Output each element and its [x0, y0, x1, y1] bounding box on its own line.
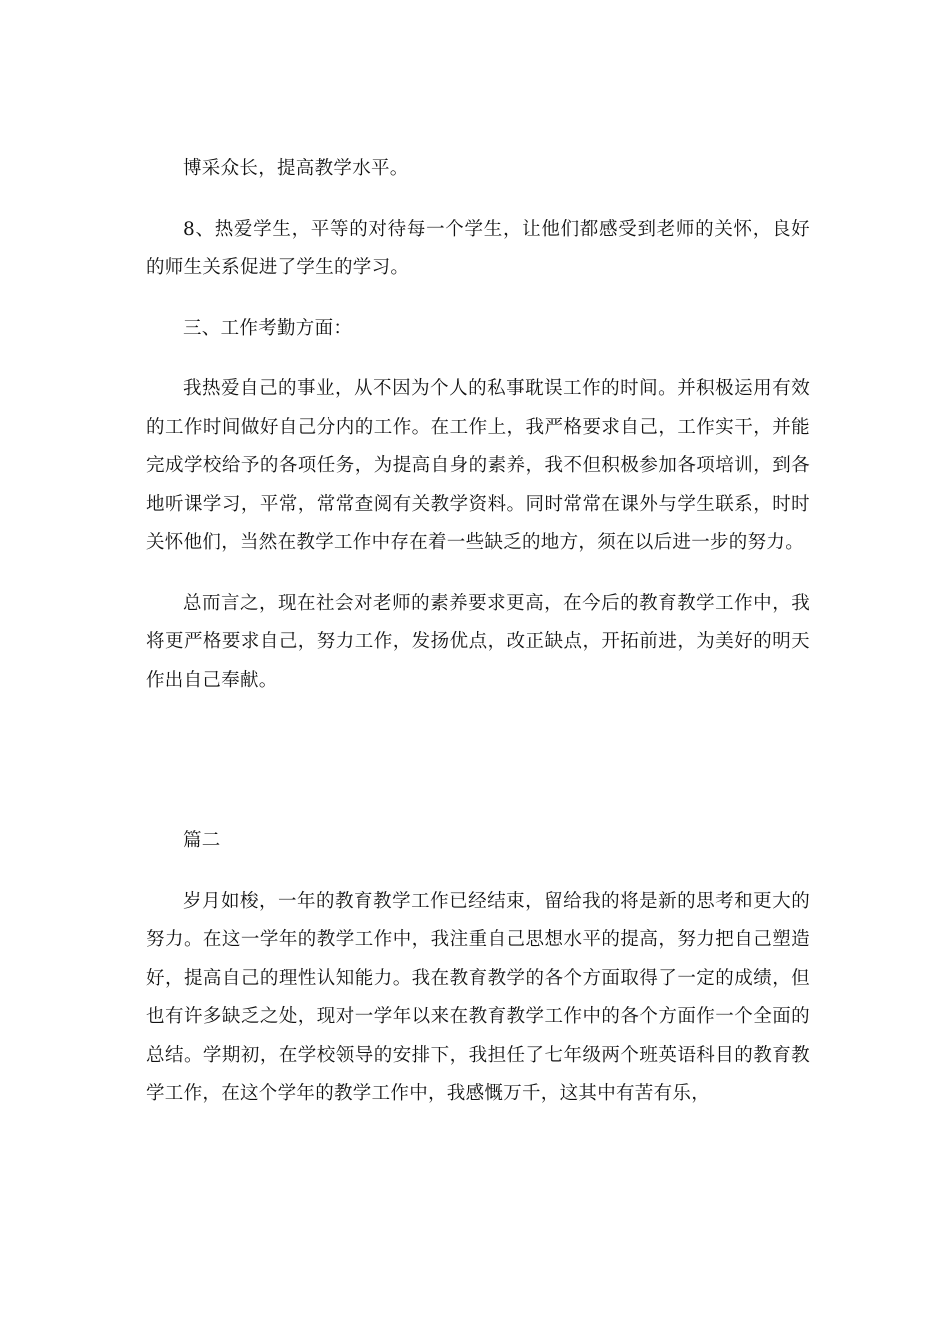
paragraph-continuation: 博采众长，提高教学水平。	[183, 158, 409, 179]
paragraph-attendance: 我热爱自己的事业，从不因为个人的私事耽误工作的时间。并积极运用有效的工作时间做好自己分内的工作。在工作上，我严格要求自己，工作实干，并能完成学校给予的各项任务，为提高自身的素养，我不但积极参加各项培训，到各地听课学习，平常，常常查阅有关教学资料。同时常常在课外与学生联系，时时关怀他们，当然在教学工作中存在着一些缺乏的地方，须在以后进一步的努力。	[146, 378, 810, 553]
section-heading-attendance: 三、工作考勤方面：	[183, 317, 353, 339]
paragraph-item-8: 8、热爱学生，平等的对待每一个学生，让他们都感受到老师的关怀，良好的师生关系促进了学生的学习。	[146, 218, 810, 278]
paragraph-conclusion: 总而言之，现在社会对老师的素养要求更高，在今后的教育教学工作中，我将更严格要求自己，努力工作，发扬优点，改正缺点，开拓前进，为美好的明天作出自己奉献。	[146, 592, 810, 691]
document-body	[146, 150, 810, 1114]
section-heading-part-two: 篇二	[183, 830, 221, 851]
paragraph-part-two-intro: 岁月如梭，一年的教育教学工作已经结束，留给我的将是新的思考和更大的努力。在这一学年的教学工作中，我注重自己思想水平的提高，努力把自己塑造好，提高自己的理性认知能力。我在教育教学的各个方面取得了一定的成绩，但也有许多缺乏之处，现对一学年以来在教育教学工作中的各个方面作一个全面的总结。学期初，在学校领导的安排下，我担任了七年级两个班英语科目的教育教学工作，在这个学年的教学工作中，我感慨万千，这其中有苦有乐，	[146, 890, 810, 1104]
